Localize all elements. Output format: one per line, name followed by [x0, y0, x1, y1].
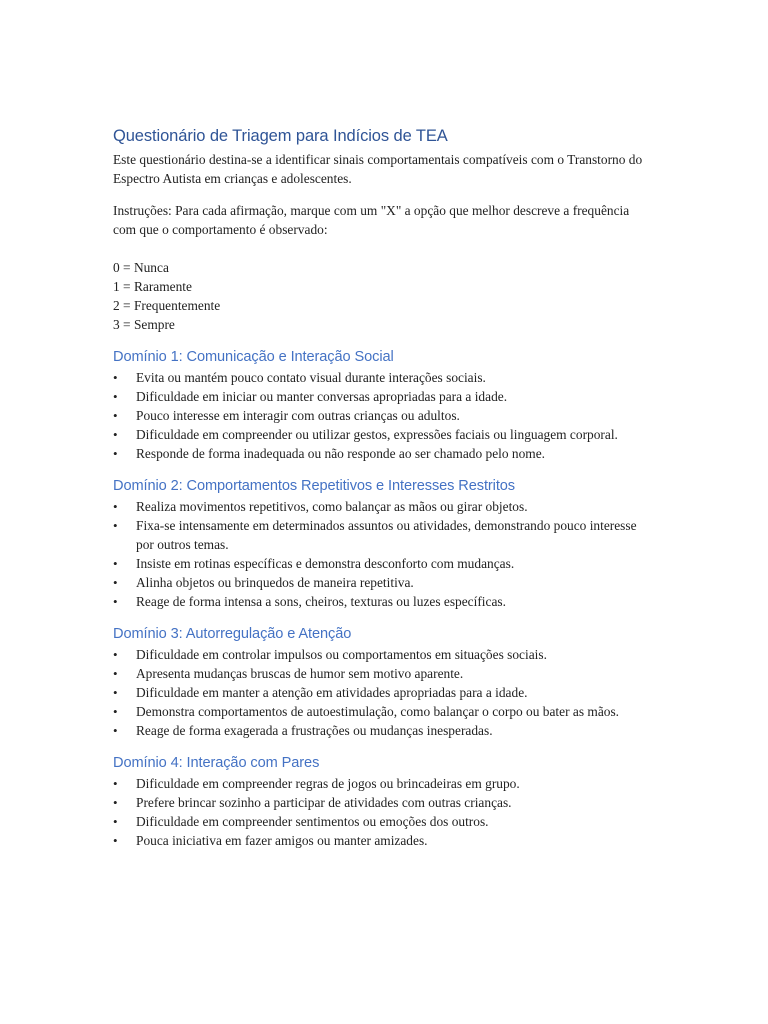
list-item — [113, 387, 650, 406]
bullet-icon: • — [113, 370, 118, 385]
list-item-text: Pouca iniciativa em fazer amigos ou manter amizades. — [136, 833, 428, 848]
list-item-text: Responde de forma inadequada ou não responde ao ser chamado pelo nome. — [136, 446, 546, 461]
list-item — [113, 793, 650, 812]
list-item — [113, 406, 650, 425]
bullet-icon: • — [113, 518, 118, 533]
list-item-text: Dificuldade em controlar impulsos ou comportamentos em situações sociais. — [136, 647, 547, 662]
bullet-icon: • — [113, 647, 118, 662]
bullet-icon: • — [113, 814, 118, 829]
list-item-text: Demonstra comportamentos de autoestimulação, como balançar o corpo ou bater as mãos. — [136, 704, 620, 719]
bullet-icon: • — [113, 408, 118, 423]
list-item — [113, 664, 650, 683]
list-item — [113, 812, 650, 831]
bullet-icon: • — [113, 795, 118, 810]
bullet-icon: • — [113, 389, 118, 404]
list-item-text: Reage de forma intensa a sons, cheiros, texturas ou luzes específicas. — [136, 594, 506, 609]
list-item-text: Insiste em rotinas específicas e demonstra desconforto com mudanças. — [136, 556, 515, 571]
domain-section-3 — [113, 625, 650, 740]
list-item-text: Dificuldade em compreender ou utilizar gestos, expressões faciais ou linguagem corporal. — [136, 427, 618, 442]
page-title: Questionário de Triagem para Indícios de TEA — [113, 127, 448, 145]
scale-option: 2 = Frequentemente — [113, 298, 221, 313]
list-item-text: Dificuldade em compreender regras de jogos ou brincadeiras em grupo. — [136, 776, 520, 791]
list-item — [113, 368, 650, 387]
instructions-paragraph: Instruções: Para cada afirmação, marque com um "X" a opção que melhor descreve a frequência com que o comportamento é observado: — [113, 203, 630, 237]
scale-option: 0 = Nunca — [113, 260, 169, 275]
domain-item-list — [113, 645, 650, 740]
list-item — [113, 516, 650, 554]
list-item-text: Pouco interesse em interagir com outras crianças ou adultos. — [136, 408, 460, 423]
bullet-icon: • — [113, 575, 118, 590]
frequency-scale — [113, 258, 650, 334]
domain-heading: Domínio 2: Comportamentos Repetitivos e Interesses Restritos — [113, 478, 515, 494]
list-item-text: Alinha objetos ou brinquedos de maneira repetitiva. — [136, 575, 414, 590]
list-item-text: Evita ou mantém pouco contato visual durante interações sociais. — [136, 370, 486, 385]
list-item-text: Fixa-se intensamente em determinados assuntos ou atividades, demonstrando pouco interesse por outros temas. — [136, 518, 637, 552]
list-item — [113, 425, 650, 444]
domain-section-2 — [113, 477, 650, 611]
scale-option: 3 = Sempre — [113, 317, 175, 332]
domain-heading: Domínio 4: Interação com Pares — [113, 755, 320, 771]
domain-item-list — [113, 368, 650, 463]
list-item-text: Prefere brincar sozinho a participar de atividades com outras crianças. — [136, 795, 512, 810]
list-item — [113, 831, 650, 850]
list-item-text: Dificuldade em manter a atenção em atividades apropriadas para a idade. — [136, 685, 528, 700]
bullet-icon: • — [113, 666, 118, 681]
list-item — [113, 573, 650, 592]
bullet-icon: • — [113, 446, 118, 461]
list-item — [113, 497, 650, 516]
list-item-text: Apresenta mudanças bruscas de humor sem motivo aparente. — [136, 666, 464, 681]
list-item-text: Dificuldade em compreender sentimentos ou emoções dos outros. — [136, 814, 489, 829]
bullet-icon: • — [113, 776, 118, 791]
bullet-icon: • — [113, 723, 118, 738]
list-item-text: Dificuldade em iniciar ou manter conversas apropriadas para a idade. — [136, 389, 508, 404]
list-item — [113, 683, 650, 702]
bullet-icon: • — [113, 499, 118, 514]
bullet-icon: • — [113, 594, 118, 609]
list-item — [113, 645, 650, 664]
bullet-icon: • — [113, 427, 118, 442]
list-item — [113, 774, 650, 793]
list-item — [113, 592, 650, 611]
bullet-icon: • — [113, 685, 118, 700]
list-item — [113, 702, 650, 721]
domain-item-list — [113, 497, 650, 611]
intro-paragraph: Este questionário destina-se a identificar sinais comportamentais compatíveis com o Transtorno do Espectro Autista em crianças e adolescentes. — [113, 152, 643, 186]
domain-item-list — [113, 774, 650, 850]
list-item — [113, 721, 650, 740]
bullet-icon: • — [113, 833, 118, 848]
domain-heading: Domínio 3: Autorregulação e Atenção — [113, 626, 352, 642]
domain-section-4 — [113, 754, 650, 850]
list-item — [113, 554, 650, 573]
domain-section-1 — [113, 348, 650, 463]
scale-option: 1 = Raramente — [113, 279, 192, 294]
bullet-icon: • — [113, 704, 118, 719]
bullet-icon: • — [113, 556, 118, 571]
list-item — [113, 444, 650, 463]
list-item-text: Realiza movimentos repetitivos, como balançar as mãos ou girar objetos. — [136, 499, 528, 514]
list-item-text: Reage de forma exagerada a frustrações ou mudanças inesperadas. — [136, 723, 493, 738]
domain-heading: Domínio 1: Comunicação e Interação Social — [113, 349, 394, 365]
